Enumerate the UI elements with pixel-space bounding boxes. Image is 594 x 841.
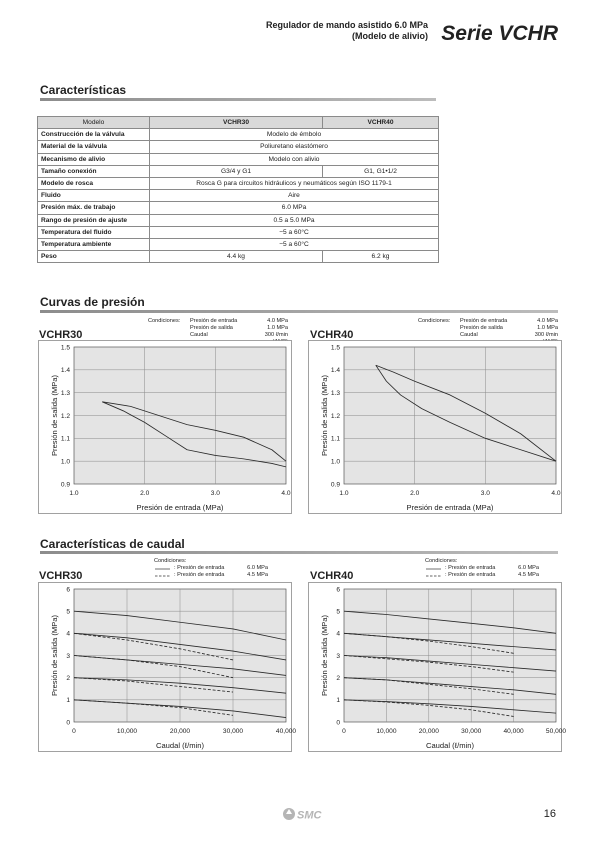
y-tick-label: 0.9 bbox=[330, 481, 340, 489]
x-tick-label: 50,000 bbox=[545, 728, 567, 735]
row-value: Rosca G para circuitos hidráulicos y neumáticos según ISO 1179-1 bbox=[150, 177, 439, 189]
y-axis-label: Presión de salida (MPa) bbox=[320, 614, 329, 697]
y-tick-label: 6 bbox=[66, 586, 70, 594]
y-tick-label: 1.0 bbox=[330, 458, 340, 466]
y-tick-label: 1.4 bbox=[60, 367, 70, 375]
row-label: Mecanismo de alivio bbox=[38, 153, 150, 165]
y-tick-label: 1.1 bbox=[330, 435, 340, 443]
legend-value: 4.5 MPa bbox=[247, 572, 268, 578]
row-value: −5 a 60°C bbox=[150, 226, 439, 238]
condition-name: Caudal bbox=[460, 332, 478, 338]
condition-row bbox=[190, 318, 288, 325]
legend-value: 6.0 MPa bbox=[247, 565, 268, 571]
y-tick-label: 1.4 bbox=[330, 367, 340, 375]
condition-name: Presión de salida bbox=[190, 325, 233, 331]
legend-entry bbox=[154, 572, 268, 579]
table-row bbox=[38, 251, 439, 263]
pressure-curves-title: Curvas de presión bbox=[40, 295, 145, 309]
legend-solid-line bbox=[154, 566, 172, 572]
row-value-vchr40: G1, G1•1/2 bbox=[323, 165, 439, 177]
y-tick-label: 1.2 bbox=[330, 412, 340, 420]
row-label: Temperatura del fluido bbox=[38, 226, 150, 238]
fc40-conditions bbox=[425, 558, 539, 579]
x-tick-label: 2.0 bbox=[410, 490, 420, 497]
row-value: Modelo de émbolo bbox=[150, 129, 439, 141]
table-row bbox=[38, 238, 439, 250]
fc30-model-label: VCHR30 bbox=[39, 570, 83, 582]
legend-name: : Presión de entrada bbox=[445, 565, 496, 571]
legend-entry bbox=[425, 565, 539, 572]
y-tick-label: 2 bbox=[66, 674, 70, 682]
x-tick-label: 40,000 bbox=[503, 728, 524, 735]
y-axis-label: Presión de salida (MPa) bbox=[320, 374, 329, 457]
x-tick-label: 4.0 bbox=[281, 490, 291, 497]
y-tick-label: 3 bbox=[66, 652, 70, 660]
x-tick-label: 10,000 bbox=[116, 728, 138, 735]
fc30-conditions-label: Condiciones: bbox=[154, 558, 187, 564]
pc30-conditions-label: Condiciones: bbox=[148, 318, 181, 324]
subtitle-line-1: Regulador de mando asistido 6.0 MPa bbox=[265, 20, 428, 30]
row-label: Construcción de la válvula bbox=[38, 129, 150, 141]
row-value: 6.0 MPa bbox=[150, 202, 439, 214]
legend-dashed-line bbox=[154, 573, 172, 579]
row-value-vchr30: G3/4 y G1 bbox=[150, 165, 323, 177]
flow-chart-vchr30 bbox=[38, 582, 297, 752]
legend-dashed-line bbox=[425, 573, 443, 579]
legend-value: 4.5 MPa bbox=[518, 572, 539, 578]
y-tick-label: 1.3 bbox=[60, 389, 70, 397]
pressure-curves-rule bbox=[40, 310, 558, 313]
y-tick-label: 1.3 bbox=[330, 389, 340, 397]
condition-row bbox=[460, 318, 558, 325]
column-header-0: Modelo bbox=[38, 117, 150, 129]
x-axis-label: Caudal (ℓ/min) bbox=[425, 741, 475, 750]
smc-logo bbox=[282, 806, 326, 822]
row-label: Modelo de rosca bbox=[38, 177, 150, 189]
y-tick-label: 0 bbox=[66, 719, 70, 727]
row-value: Modelo con alivio bbox=[150, 153, 439, 165]
y-tick-label: 1.2 bbox=[60, 412, 70, 420]
x-tick-label: 2.0 bbox=[140, 490, 150, 497]
document-subtitle bbox=[266, 20, 428, 42]
table-row bbox=[38, 214, 439, 226]
table-row bbox=[38, 190, 439, 202]
table-row bbox=[38, 141, 439, 153]
table-row bbox=[38, 177, 439, 189]
condition-value: 300 ℓ/min bbox=[264, 332, 288, 338]
row-label: Presión máx. de trabajo bbox=[38, 202, 150, 214]
row-value-vchr30: 4.4 kg bbox=[150, 251, 323, 263]
column-header-2: VCHR40 bbox=[323, 117, 439, 129]
x-axis-label: Presión de entrada (MPa) bbox=[136, 503, 224, 512]
series-title: Serie VCHR bbox=[441, 22, 558, 45]
condition-name: Presión de salida bbox=[460, 325, 503, 331]
x-tick-label: 10,000 bbox=[376, 728, 397, 735]
fc40-model-label: VCHR40 bbox=[310, 570, 354, 582]
flow-characteristics-rule bbox=[40, 551, 558, 554]
x-tick-label: 30,000 bbox=[222, 728, 244, 735]
x-tick-label: 40,000 bbox=[275, 728, 297, 735]
x-tick-label: 30,000 bbox=[461, 728, 482, 735]
x-tick-label: 0 bbox=[72, 728, 76, 735]
row-label: Rango de presión de ajuste bbox=[38, 214, 150, 226]
y-tick-label: 1 bbox=[336, 697, 340, 705]
y-tick-label: 5 bbox=[336, 608, 340, 616]
legend-name: : Presión de entrada bbox=[174, 565, 225, 571]
legend-entry bbox=[425, 572, 539, 579]
condition-value: 300 ℓ/min bbox=[534, 332, 558, 338]
row-value-vchr40: 6.2 kg bbox=[323, 251, 439, 263]
y-tick-label: 0 bbox=[336, 719, 340, 727]
y-axis-label: Presión de salida (MPa) bbox=[50, 614, 59, 697]
y-axis-label: Presión de salida (MPa) bbox=[50, 374, 59, 457]
table-row bbox=[38, 165, 439, 177]
pressure-curve-chart-vchr40 bbox=[308, 340, 562, 514]
subtitle-line-2: (Modelo de alivio) bbox=[351, 31, 428, 41]
fc40-conditions-label: Condiciones: bbox=[425, 558, 458, 564]
condition-value: 4.0 MPa bbox=[267, 318, 288, 324]
y-tick-label: 4 bbox=[66, 630, 70, 638]
table-row bbox=[38, 153, 439, 165]
pc40-conditions-label: Condiciones: bbox=[418, 318, 451, 324]
y-tick-label: 5 bbox=[66, 608, 70, 616]
x-tick-label: 0 bbox=[342, 728, 346, 735]
pc30-model-label: VCHR30 bbox=[39, 329, 83, 341]
condition-name: Presión de entrada bbox=[460, 318, 508, 324]
flow-chart-vchr40 bbox=[308, 582, 567, 752]
row-label: Tamaño conexión bbox=[38, 165, 150, 177]
condition-value: 4.0 MPa bbox=[537, 318, 558, 324]
legend-entry bbox=[154, 565, 268, 572]
row-label: Peso bbox=[38, 251, 150, 263]
y-tick-label: 3 bbox=[336, 652, 340, 660]
characteristics-title: Características bbox=[40, 83, 127, 97]
legend-name: : Presión de entrada bbox=[174, 572, 225, 578]
row-value: Aire bbox=[150, 190, 439, 202]
y-tick-label: 1.5 bbox=[60, 344, 70, 352]
condition-row bbox=[190, 325, 288, 332]
page-number: 16 bbox=[543, 808, 556, 820]
pressure-curve-chart-vchr30 bbox=[38, 340, 292, 514]
y-tick-label: 1.5 bbox=[330, 344, 340, 352]
y-tick-label: 4 bbox=[336, 630, 340, 638]
table-row bbox=[38, 226, 439, 238]
specifications-table bbox=[37, 116, 439, 263]
legend-solid-line bbox=[425, 566, 443, 572]
x-tick-label: 20,000 bbox=[169, 728, 191, 735]
row-value: Poliuretano elastómero bbox=[150, 141, 439, 153]
x-tick-label: 3.0 bbox=[210, 490, 220, 497]
x-axis-label: Caudal (ℓ/min) bbox=[155, 741, 205, 750]
condition-name: Caudal bbox=[190, 332, 208, 338]
x-tick-label: 4.0 bbox=[551, 490, 561, 497]
fc30-conditions bbox=[154, 558, 268, 579]
row-value: 0.5 a 5.0 MPa bbox=[150, 214, 439, 226]
table-row bbox=[38, 129, 439, 141]
x-tick-label: 1.0 bbox=[69, 490, 79, 497]
table-row bbox=[38, 202, 439, 214]
x-tick-label: 3.0 bbox=[480, 490, 490, 497]
y-tick-label: 1.0 bbox=[60, 458, 70, 466]
row-label: Fluido bbox=[38, 190, 150, 202]
y-tick-label: 2 bbox=[336, 674, 340, 682]
y-tick-label: 0.9 bbox=[60, 481, 70, 489]
condition-value: 1.0 MPa bbox=[537, 325, 558, 331]
x-tick-label: 1.0 bbox=[339, 490, 349, 497]
legend-value: 6.0 MPa bbox=[518, 565, 539, 571]
row-label: Material de la válvula bbox=[38, 141, 150, 153]
row-value: −5 a 60°C bbox=[150, 238, 439, 250]
condition-name: Presión de entrada bbox=[190, 318, 238, 324]
y-tick-label: 1.1 bbox=[60, 435, 70, 443]
legend-name: : Presión de entrada bbox=[445, 572, 496, 578]
table-header-row bbox=[38, 117, 439, 129]
condition-row bbox=[460, 325, 558, 332]
row-label: Temperatura ambiente bbox=[38, 238, 150, 250]
y-tick-label: 1 bbox=[66, 697, 70, 705]
column-header-1: VCHR30 bbox=[150, 117, 323, 129]
flow-characteristics-title: Características de caudal bbox=[40, 537, 185, 551]
smc-logo-text: SMC bbox=[297, 809, 322, 822]
characteristics-rule bbox=[40, 98, 436, 101]
x-tick-label: 20,000 bbox=[418, 728, 439, 735]
x-axis-label: Presión de entrada (MPa) bbox=[406, 503, 494, 512]
pc40-model-label: VCHR40 bbox=[310, 329, 354, 341]
y-tick-label: 6 bbox=[336, 586, 340, 594]
condition-value: 1.0 MPa bbox=[267, 325, 288, 331]
